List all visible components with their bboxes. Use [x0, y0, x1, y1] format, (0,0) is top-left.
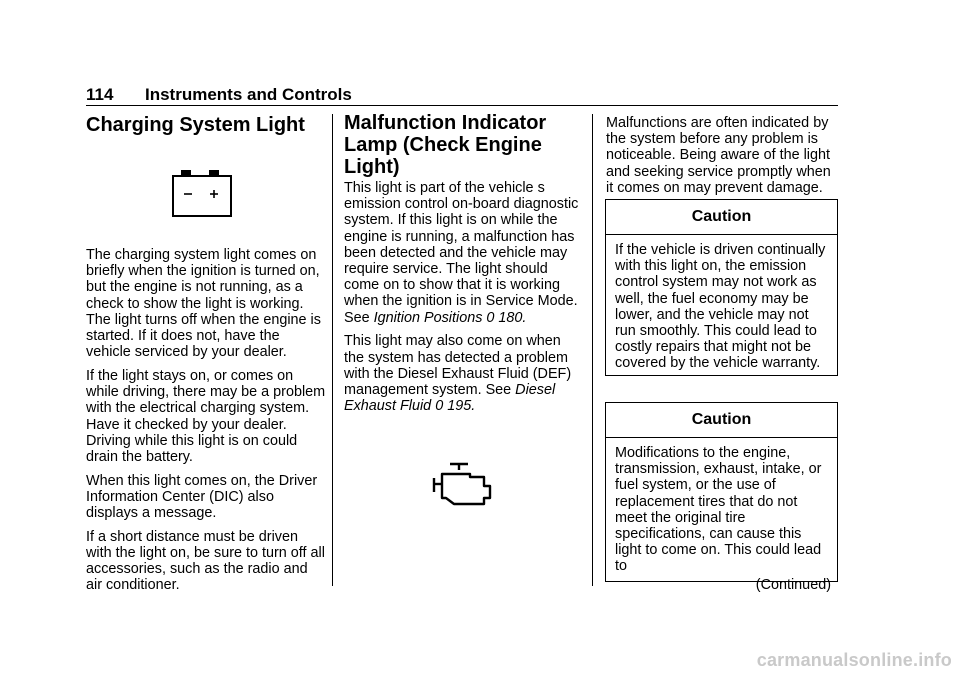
paragraph: The charging system light comes on briefly when the ignition is turned on, but the engine is not running, as a check to show the light is working. The light turns off when the engine is started. If it does not, have the vehicle serviced by your dealer.: [86, 247, 321, 361]
paragraph-text: This light may also come on when the system has detected a problem with the Diesel Exhaust Fluid (DEF) management system. See: [344, 333, 572, 398]
continued-label: (Continued): [755, 576, 831, 593]
caution-text: If the vehicle is driven continually with this light on, the emission control system may not work as well, the fuel economy may be lower, and the vehicle may not run smoothly. This could lead to costly repairs that might not be covered by the vehicle warranty.: [615, 242, 826, 372]
caution-text: Modifications to the engine, transmission, exhaust, intake, or fuel system, or the use of replacement tires that do not meet the original tire specifications, can cause this light to come on. This could lead to: [615, 445, 822, 575]
mil-heading: Malfunction Indicator Lamp (Check Engine Light): [344, 112, 547, 178]
caution-title: Caution: [606, 403, 837, 438]
paragraph: [344, 180, 584, 326]
section-title: Instruments and Controls: [145, 85, 352, 104]
paragraph: If a short distance must be driven with the light on, be sure to turn off all accessories, such as the radio and air conditioner.: [86, 528, 325, 594]
watermark: carmanualsonline.info: [756, 650, 952, 670]
page-reference: 0 180.: [486, 309, 527, 326]
charging-body: [86, 247, 326, 601]
mil-body: [344, 180, 584, 422]
battery-icon: [170, 170, 234, 218]
ignition-positions-link[interactable]: Ignition Positions: [373, 309, 483, 326]
caution-title: Caution: [606, 200, 837, 235]
paragraph: [344, 333, 584, 414]
page-reference: 0 195.: [435, 398, 476, 415]
page-number: 114: [86, 85, 114, 104]
check-engine-icon: [428, 460, 498, 510]
paragraph: When this light comes on, the Driver Information Center (DIC) also displays a message.: [86, 472, 318, 522]
column-divider: [332, 114, 333, 586]
caution-box: [605, 402, 838, 593]
header-rule: [86, 105, 838, 106]
paragraph-text: This light is part of the vehicle s emission control on-board diagnostic system. If this light is on while the engine is running, a malfunction has been detected and the vehicle may require service. The light should come on to show that it is working when the ignition is in Service Mode. See: [344, 180, 579, 326]
diesel-exhaust-fluid-link[interactable]: Diesel Exhaust Fluid: [344, 381, 556, 415]
paragraph: If the light stays on, or comes on while driving, there may be a problem with the electrical charging system. Have it checked by your dealer. Driving while this light is on could drain the battery.: [86, 367, 326, 465]
column-divider: [592, 114, 593, 586]
caution-box: [605, 199, 838, 376]
malfunction-intro: Malfunctions are often indicated by the system before any problem is noticeable. Being aware of the light and seeking service promptly when it comes on may prevent damage.: [606, 115, 831, 196]
charging-system-heading: Charging System Light: [86, 114, 305, 136]
